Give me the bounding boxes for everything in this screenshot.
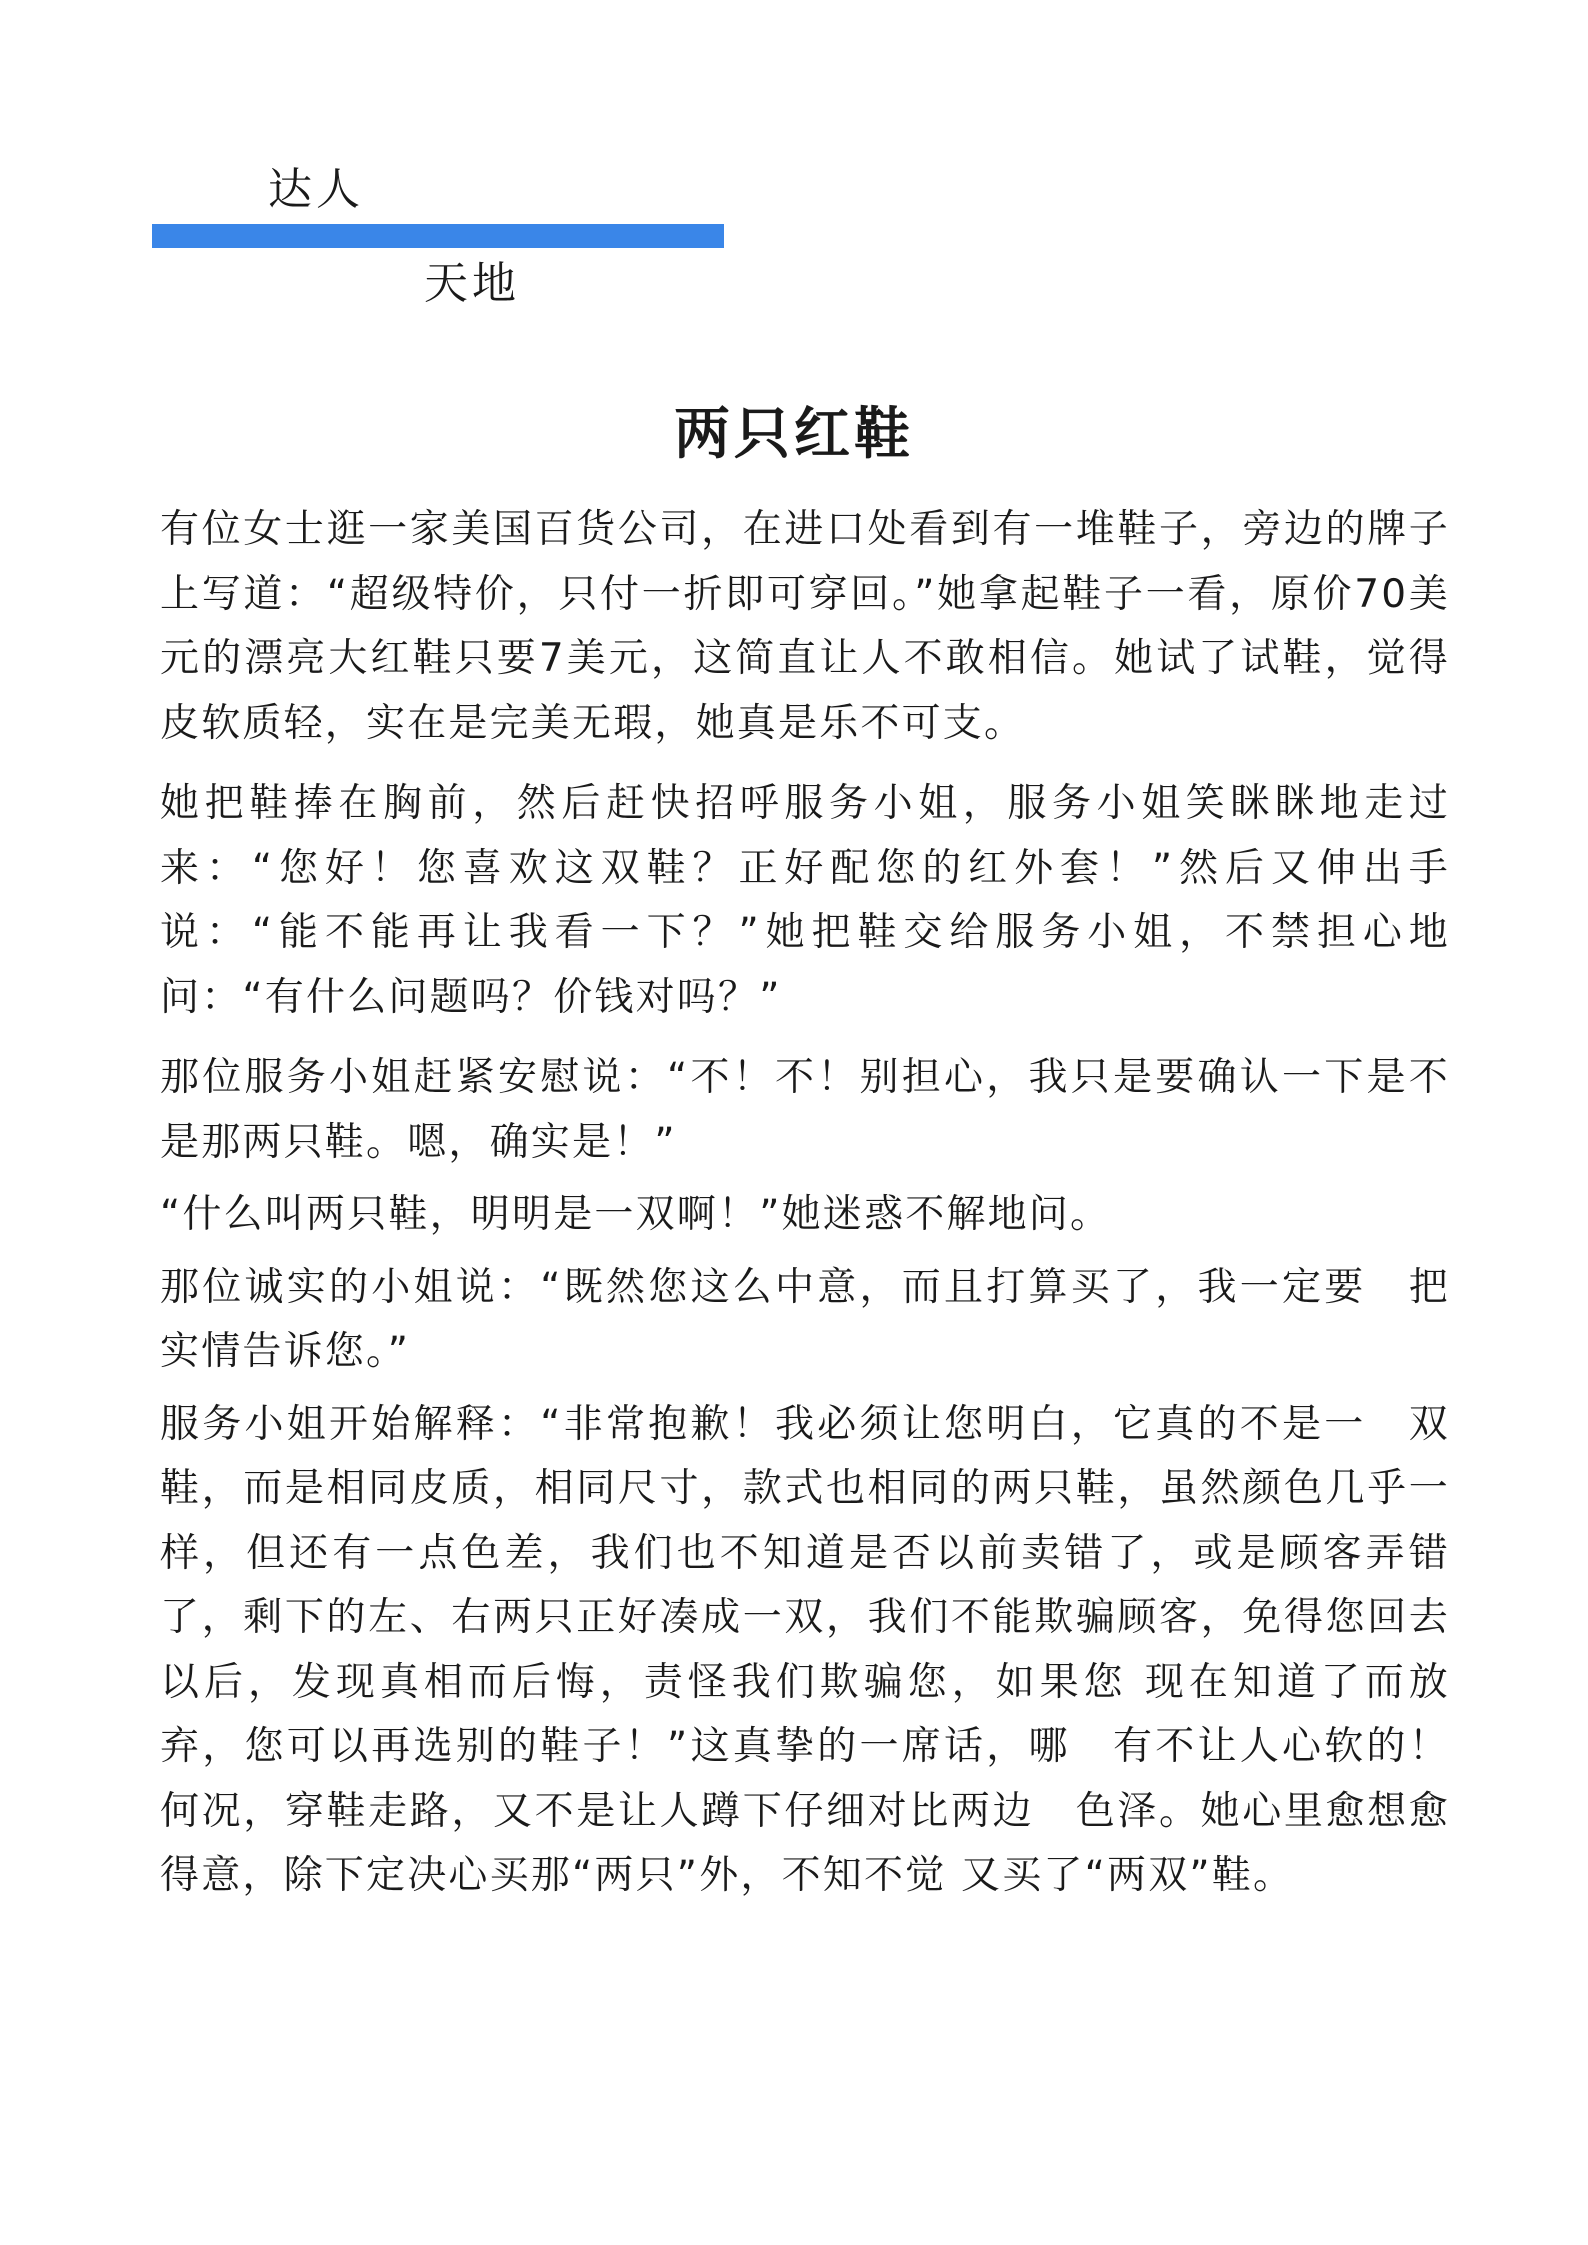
- paragraph-4: “什么叫两只鞋，明明是一双啊！”她迷惑不解地问。: [160, 1192, 1112, 1237]
- column-header-bottom: 天地: [424, 258, 520, 309]
- paragraph-2: 她把鞋捧在胸前，然后赶快招呼服务小姐，服务小姐笑眯眯地走过 来：“您好！您喜欢这双鞋？正好配您的红外套！”然后又伸出手 说：“能不能再让我看一下？”她把鞋交给服务小姐，不禁担心地 问：“有什么问题吗？价钱对吗？”: [160, 781, 1492, 1020]
- article-body: [160, 498, 1492, 1925]
- column-header-bar: [152, 224, 724, 248]
- paragraph-3: 那位服务小姐赶紧安慰说：“不！不！别担心，我只是要确认一下是不是那两只鞋。嗯，确实是！”: [160, 1055, 1450, 1165]
- column-header-top: 达人: [268, 164, 364, 215]
- article-title: 两只红鞋: [674, 400, 914, 467]
- paragraph-6: 服务小姐开始解释：“非常抱歉！我必须让您明白，它真的不是一 双鞋，而是相同皮质，相同尺寸，款式也相同的两只鞋，虽然颜色几乎一样，但还有一点色差，我们也不知道是否以前卖错了，或是顾客弄错了，剩下的左、右两只正好凑成一双，我们不能欺骗顾客，免得您回去以后，发现真相而后悔，责怪我们欺骗您，如果您 现在知道了而放弃，您可以再选别的鞋子！”这真挚的一席话，哪 有不让人心软的！何况，穿鞋走路，又不是让人蹲下仔细对比两边 色泽。她心里愈想愈得意，除下定决心买那“两只”外，不知不觉 又买了“两双”鞋。: [160, 1401, 1450, 1898]
- paragraph-5: 那位诚实的小姐说：“既然您这么中意，而且打算买了，我一定要 把实情告诉您。”: [160, 1264, 1450, 1374]
- paragraph-1: 有位女士逛一家美国百货公司，在进口处看到有一堆鞋子，旁边的牌子上写道：“超级特价，只付一折即可穿回。”她拿起鞋子一看，原价70美元的漂亮大红鞋只要7美元，这简直让人不敢相信。她试了试鞋，觉得皮软质轻，实在是完美无瑕，她真是乐不可支。: [160, 507, 1450, 746]
